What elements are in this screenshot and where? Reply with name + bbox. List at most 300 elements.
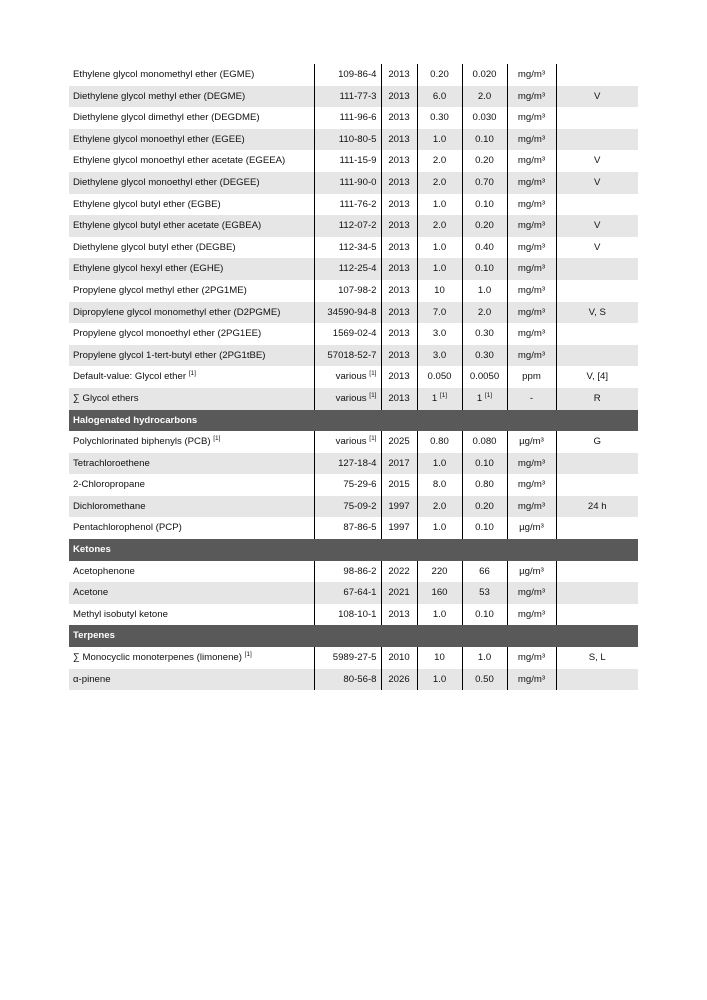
guide-value-ii-cell bbox=[417, 302, 462, 324]
substance-name-cell-text: Propylene glycol methyl ether (2PG1ME) bbox=[73, 284, 247, 296]
guide-value-ii-cell-text: 6.0 bbox=[432, 90, 447, 102]
remarks-cell bbox=[556, 86, 638, 108]
guide-value-i-cell bbox=[462, 86, 507, 108]
guide-value-i-cell bbox=[462, 172, 507, 194]
cas-number-cell bbox=[314, 366, 381, 388]
cas-number-cell bbox=[314, 258, 381, 280]
guide-value-i-cell-text: 0.30 bbox=[475, 328, 494, 340]
unit-cell bbox=[507, 172, 556, 194]
year-cell-text: 2013 bbox=[388, 392, 410, 404]
guide-value-ii-cell bbox=[417, 582, 462, 604]
unit-cell bbox=[507, 345, 556, 367]
section-header-cell bbox=[507, 625, 556, 647]
unit-cell bbox=[507, 215, 556, 237]
footnote-ref: [1] bbox=[369, 435, 377, 443]
year-cell-text: 1997 bbox=[388, 500, 410, 512]
year-cell-text: 2013 bbox=[388, 608, 410, 620]
unit-cell-text: mg/m³ bbox=[517, 263, 546, 275]
cas-number-cell bbox=[314, 150, 381, 172]
guide-value-ii-cell-text: 8.0 bbox=[432, 479, 447, 491]
guide-value-i-cell bbox=[462, 64, 507, 86]
year-cell bbox=[381, 302, 417, 324]
table-row bbox=[69, 237, 638, 259]
guide-value-ii-cell bbox=[417, 474, 462, 496]
guide-value-i-cell-text: 0.20 bbox=[475, 155, 494, 167]
substance-name-cell-text: ∑ Monocyclic monoterpenes (limonene) bbox=[73, 652, 242, 664]
table-row bbox=[69, 129, 638, 151]
guide-value-i-cell-text: 0.40 bbox=[475, 241, 494, 253]
section-header-row bbox=[69, 410, 638, 432]
unit-cell-text: - bbox=[529, 392, 534, 404]
guide-value-ii-cell-text: 0.30 bbox=[430, 112, 449, 124]
year-cell bbox=[381, 323, 417, 345]
year-cell bbox=[381, 150, 417, 172]
year-cell bbox=[381, 172, 417, 194]
substance-name-cell bbox=[69, 496, 314, 518]
section-header-cell bbox=[417, 625, 462, 647]
year-cell bbox=[381, 453, 417, 475]
guide-value-ii-cell bbox=[417, 258, 462, 280]
year-cell bbox=[381, 129, 417, 151]
unit-cell bbox=[507, 237, 556, 259]
remarks-cell-text: V bbox=[594, 220, 601, 232]
substance-name-cell-text: Ethylene glycol monoethyl ether acetate (EGEEA) bbox=[73, 155, 286, 167]
remarks-cell bbox=[556, 345, 638, 367]
footnote-ref: [1] bbox=[188, 370, 196, 378]
section-title-text: Ketones bbox=[73, 544, 111, 556]
year-cell bbox=[381, 582, 417, 604]
substance-name-cell-text: Dipropylene glycol monomethyl ether (D2PGME) bbox=[73, 306, 281, 318]
unit-cell bbox=[507, 194, 556, 216]
year-cell-text: 1997 bbox=[388, 522, 410, 534]
substance-name-cell bbox=[69, 345, 314, 367]
remarks-cell bbox=[556, 669, 638, 691]
year-cell-text: 2013 bbox=[388, 176, 410, 188]
remarks-cell bbox=[556, 280, 638, 302]
section-header-cell bbox=[381, 539, 417, 561]
year-cell bbox=[381, 64, 417, 86]
section-header-cell bbox=[314, 539, 381, 561]
unit-cell-text: mg/m³ bbox=[517, 198, 546, 210]
guide-value-i-cell-text: 1.0 bbox=[477, 652, 492, 664]
table-row bbox=[69, 431, 638, 453]
substance-name-cell bbox=[69, 561, 314, 583]
guide-value-i-cell bbox=[462, 431, 507, 453]
guide-value-ii-cell-text: 160 bbox=[431, 587, 448, 599]
substance-name-cell bbox=[69, 604, 314, 626]
unit-cell-text: mg/m³ bbox=[517, 176, 546, 188]
substance-name-cell bbox=[69, 302, 314, 324]
year-cell bbox=[381, 431, 417, 453]
guideline-values-table bbox=[69, 64, 638, 690]
guide-value-ii-cell-text: 1 bbox=[431, 392, 438, 404]
substance-name-cell-text: Acetone bbox=[73, 587, 109, 599]
unit-cell-text: mg/m³ bbox=[517, 457, 546, 469]
guide-value-ii-cell-text: 2.0 bbox=[432, 176, 447, 188]
table-row bbox=[69, 496, 638, 518]
guide-value-i-cell bbox=[462, 561, 507, 583]
guide-value-ii-cell-text: 1.0 bbox=[432, 133, 447, 145]
year-cell bbox=[381, 496, 417, 518]
year-cell-text: 2013 bbox=[388, 155, 410, 167]
section-header-cell bbox=[556, 539, 638, 561]
remarks-cell-text: R bbox=[593, 392, 601, 404]
year-cell bbox=[381, 388, 417, 410]
guide-value-i-cell bbox=[462, 345, 507, 367]
guide-value-i-cell-text: 0.30 bbox=[475, 349, 494, 361]
guide-value-ii-cell bbox=[417, 323, 462, 345]
cas-number-cell bbox=[314, 431, 381, 453]
guideline-values-table-page bbox=[69, 64, 638, 690]
substance-name-cell-text: Propylene glycol monoethyl ether (2PG1EE) bbox=[73, 328, 262, 340]
unit-cell-text: mg/m³ bbox=[517, 90, 546, 102]
substance-name-cell bbox=[69, 258, 314, 280]
table-row bbox=[69, 258, 638, 280]
guide-value-i-cell bbox=[462, 129, 507, 151]
unit-cell bbox=[507, 453, 556, 475]
guide-value-ii-cell bbox=[417, 431, 462, 453]
unit-cell-text: mg/m³ bbox=[517, 133, 546, 145]
cas-number-cell bbox=[314, 496, 381, 518]
table-row bbox=[69, 647, 638, 669]
substance-name-cell-text: Ethylene glycol butyl ether acetate (EGBEA) bbox=[73, 220, 262, 232]
cas-number-cell-text: 109-86-4 bbox=[338, 69, 377, 80]
cas-number-cell-text: 110-80-5 bbox=[338, 133, 377, 145]
unit-cell-text: mg/m³ bbox=[517, 587, 546, 599]
guide-value-i-cell-text: 0.80 bbox=[475, 479, 494, 491]
year-cell bbox=[381, 474, 417, 496]
guide-value-ii-cell-text: 1.0 bbox=[432, 198, 447, 210]
substance-name-cell bbox=[69, 474, 314, 496]
remarks-cell-text: V, [4] bbox=[586, 371, 608, 383]
year-cell bbox=[381, 604, 417, 626]
cas-number-cell bbox=[314, 582, 381, 604]
cas-number-cell-text: 112-34-5 bbox=[338, 241, 377, 253]
unit-cell bbox=[507, 431, 556, 453]
substance-name-cell bbox=[69, 86, 314, 108]
cas-number-cell-text: 57018-52-7 bbox=[327, 349, 377, 361]
substance-name-cell bbox=[69, 107, 314, 129]
section-header-cell bbox=[417, 410, 462, 432]
guide-value-ii-cell-text: 1.0 bbox=[432, 241, 447, 253]
substance-name-cell-text: Default-value: Glycol ether bbox=[73, 371, 187, 383]
substance-name-cell bbox=[69, 172, 314, 194]
section-header-cell bbox=[507, 539, 556, 561]
guide-value-i-cell-text: 0.50 bbox=[475, 673, 494, 685]
section-header-cell bbox=[462, 410, 507, 432]
guide-value-i-cell bbox=[462, 323, 507, 345]
remarks-cell bbox=[556, 107, 638, 129]
unit-cell-text: µg/m³ bbox=[519, 522, 544, 534]
year-cell-text: 2013 bbox=[388, 328, 410, 340]
guide-value-ii-cell bbox=[417, 366, 462, 388]
substance-name-cell bbox=[69, 129, 314, 151]
remarks-cell bbox=[556, 237, 638, 259]
cas-number-cell-text: 98-86-2 bbox=[343, 565, 377, 577]
remarks-cell bbox=[556, 388, 638, 410]
guide-value-ii-cell bbox=[417, 669, 462, 691]
guide-value-i-cell-text: 0.70 bbox=[475, 176, 494, 188]
unit-cell-text: ppm bbox=[522, 371, 541, 383]
remarks-cell bbox=[556, 474, 638, 496]
cas-number-cell bbox=[314, 345, 381, 367]
guide-value-i-cell bbox=[462, 582, 507, 604]
cas-number-cell bbox=[314, 517, 381, 539]
unit-cell bbox=[507, 604, 556, 626]
year-cell-text: 2013 bbox=[388, 133, 410, 145]
guide-value-ii-cell bbox=[417, 280, 462, 302]
guide-value-i-cell-text: 66 bbox=[479, 565, 490, 577]
year-cell-text: 2015 bbox=[388, 479, 410, 491]
table-row bbox=[69, 474, 638, 496]
table-row bbox=[69, 150, 638, 172]
unit-cell-text: mg/m³ bbox=[517, 500, 546, 512]
guide-value-i-cell-text: 1.0 bbox=[477, 284, 492, 296]
table-row bbox=[69, 582, 638, 604]
section-header-cell bbox=[462, 539, 507, 561]
unit-cell bbox=[507, 150, 556, 172]
section-header-cell bbox=[381, 410, 417, 432]
section-header-cell bbox=[556, 625, 638, 647]
substance-name-cell-text: Diethylene glycol butyl ether (DEGBE) bbox=[73, 241, 236, 253]
guide-value-ii-cell-text: 7.0 bbox=[432, 306, 447, 318]
substance-name-cell-text: Pentachlorophenol (PCP) bbox=[73, 522, 182, 534]
table-row bbox=[69, 453, 638, 475]
cas-number-cell-text: 87-86-5 bbox=[343, 522, 377, 534]
cas-number-cell bbox=[314, 172, 381, 194]
guide-value-ii-cell bbox=[417, 388, 462, 410]
unit-cell-text: mg/m³ bbox=[517, 241, 546, 253]
unit-cell-text: µg/m³ bbox=[519, 565, 544, 577]
cas-number-cell bbox=[314, 129, 381, 151]
year-cell bbox=[381, 561, 417, 583]
cas-number-cell bbox=[314, 323, 381, 345]
guide-value-i-cell-text: 0.10 bbox=[475, 263, 494, 275]
year-cell-text: 2010 bbox=[388, 652, 410, 664]
year-cell-text: 2013 bbox=[388, 198, 410, 210]
guide-value-i-cell bbox=[462, 150, 507, 172]
section-title-text: Halogenated hydrocarbons bbox=[73, 414, 198, 426]
section-title-text: Terpenes bbox=[73, 630, 115, 642]
table-row bbox=[69, 388, 638, 410]
guide-value-ii-cell-text: 2.0 bbox=[432, 220, 447, 232]
guide-value-i-cell bbox=[462, 496, 507, 518]
guide-value-ii-cell-text: 0.80 bbox=[430, 436, 449, 448]
guide-value-ii-cell bbox=[417, 496, 462, 518]
guide-value-i-cell-text: 0.20 bbox=[475, 500, 494, 512]
unit-cell bbox=[507, 669, 556, 691]
guide-value-ii-cell-text: 2.0 bbox=[432, 155, 447, 167]
substance-name-cell-text: Propylene glycol 1-tert-butyl ether (2PG1tBE) bbox=[73, 349, 266, 361]
cas-number-cell bbox=[314, 604, 381, 626]
cas-number-cell bbox=[314, 561, 381, 583]
guide-value-ii-cell bbox=[417, 517, 462, 539]
remarks-cell bbox=[556, 561, 638, 583]
remarks-cell-text: S, L bbox=[588, 652, 606, 664]
remarks-cell bbox=[556, 129, 638, 151]
footnote-ref: [1] bbox=[369, 391, 377, 399]
unit-cell bbox=[507, 561, 556, 583]
section-header-cell bbox=[462, 625, 507, 647]
table-row bbox=[69, 517, 638, 539]
cas-number-cell-text: various bbox=[335, 436, 367, 448]
guide-value-i-cell bbox=[462, 669, 507, 691]
guide-value-ii-cell bbox=[417, 561, 462, 583]
substance-name-cell-text: Ethylene glycol butyl ether (EGBE) bbox=[73, 198, 221, 210]
substance-name-cell-text: Ethylene glycol hexyl ether (EGHE) bbox=[73, 263, 224, 275]
footnote-ref: [1] bbox=[369, 370, 377, 378]
unit-cell bbox=[507, 474, 556, 496]
year-cell bbox=[381, 280, 417, 302]
remarks-cell bbox=[556, 647, 638, 669]
unit-cell-text: mg/m³ bbox=[517, 349, 546, 361]
cas-number-cell-text: 80-56-8 bbox=[343, 673, 377, 685]
guide-value-ii-cell-text: 1.0 bbox=[432, 457, 447, 469]
year-cell-text: 2013 bbox=[388, 90, 410, 102]
substance-name-cell-text: Acetophenone bbox=[73, 565, 135, 577]
section-title bbox=[69, 410, 314, 432]
remarks-cell bbox=[556, 194, 638, 216]
unit-cell bbox=[507, 258, 556, 280]
cas-number-cell-text: 75-29-6 bbox=[343, 479, 377, 491]
guide-value-ii-cell-text: 1.0 bbox=[432, 608, 447, 620]
unit-cell bbox=[507, 64, 556, 86]
remarks-cell-text: V, S bbox=[588, 306, 606, 318]
remarks-cell bbox=[556, 64, 638, 86]
substance-name-cell bbox=[69, 323, 314, 345]
table-row bbox=[69, 302, 638, 324]
cas-number-cell bbox=[314, 107, 381, 129]
unit-cell bbox=[507, 107, 556, 129]
cas-number-cell-text: 111-76-2 bbox=[339, 198, 377, 210]
guide-value-ii-cell bbox=[417, 64, 462, 86]
table-row bbox=[69, 280, 638, 302]
cas-number-cell bbox=[314, 669, 381, 691]
substance-name-cell-text: Dichloromethane bbox=[73, 500, 146, 512]
cas-number-cell-text: 67-64-1 bbox=[343, 587, 377, 599]
cas-number-cell-text: 111-15-9 bbox=[339, 155, 377, 167]
cas-number-cell-text: 127-18-4 bbox=[338, 457, 377, 469]
section-header-cell bbox=[556, 410, 638, 432]
remarks-cell bbox=[556, 172, 638, 194]
table-row bbox=[69, 366, 638, 388]
cas-number-cell bbox=[314, 647, 381, 669]
unit-cell-text: mg/m³ bbox=[517, 652, 546, 664]
substance-name-cell bbox=[69, 194, 314, 216]
guide-value-ii-cell bbox=[417, 215, 462, 237]
guide-value-i-cell-text: 0.10 bbox=[475, 457, 494, 469]
year-cell bbox=[381, 215, 417, 237]
guide-value-i-cell bbox=[462, 517, 507, 539]
guide-value-i-cell-text: 0.10 bbox=[475, 608, 494, 620]
cas-number-cell bbox=[314, 215, 381, 237]
guide-value-ii-cell bbox=[417, 194, 462, 216]
substance-name-cell-text: Polychlorinated biphenyls (PCB) bbox=[73, 436, 211, 448]
remarks-cell bbox=[556, 517, 638, 539]
guide-value-ii-cell-text: 3.0 bbox=[432, 349, 447, 361]
guide-value-ii-cell-text: 0.20 bbox=[430, 69, 449, 80]
cas-number-cell-text: 34590-94-8 bbox=[327, 306, 377, 318]
section-header-cell bbox=[314, 625, 381, 647]
year-cell-text: 2013 bbox=[388, 220, 410, 232]
unit-cell bbox=[507, 302, 556, 324]
remarks-cell-text: V bbox=[594, 90, 601, 102]
cas-number-cell-text: 107-98-2 bbox=[338, 284, 377, 296]
cas-number-cell-text: various bbox=[335, 392, 367, 404]
year-cell bbox=[381, 86, 417, 108]
substance-name-cell-text: Diethylene glycol dimethyl ether (DEGDME) bbox=[73, 112, 260, 124]
unit-cell bbox=[507, 647, 556, 669]
guide-value-i-cell bbox=[462, 453, 507, 475]
guide-value-i-cell bbox=[462, 107, 507, 129]
unit-cell bbox=[507, 582, 556, 604]
guide-value-i-cell bbox=[462, 302, 507, 324]
table-row bbox=[69, 64, 638, 86]
cas-number-cell-text: 111-96-6 bbox=[339, 112, 377, 124]
section-header-cell bbox=[507, 410, 556, 432]
guide-value-i-cell bbox=[462, 474, 507, 496]
guide-value-i-cell bbox=[462, 280, 507, 302]
cas-number-cell bbox=[314, 453, 381, 475]
table-row bbox=[69, 107, 638, 129]
year-cell-text: 2013 bbox=[388, 284, 410, 296]
cas-number-cell bbox=[314, 237, 381, 259]
guide-value-ii-cell-text: 1.0 bbox=[432, 522, 447, 534]
remarks-cell bbox=[556, 366, 638, 388]
unit-cell-text: mg/m³ bbox=[517, 479, 546, 491]
cas-number-cell-text: 112-07-2 bbox=[338, 220, 377, 232]
footnote-ref: [1] bbox=[213, 435, 221, 443]
unit-cell bbox=[507, 86, 556, 108]
year-cell bbox=[381, 107, 417, 129]
unit-cell bbox=[507, 280, 556, 302]
guide-value-ii-cell bbox=[417, 453, 462, 475]
guide-value-ii-cell-text: 2.0 bbox=[432, 500, 447, 512]
cas-number-cell-text: 108-10-1 bbox=[338, 608, 377, 620]
substance-name-cell-text: Ethylene glycol monoethyl ether (EGEE) bbox=[73, 133, 245, 145]
year-cell-text: 2013 bbox=[388, 241, 410, 253]
table-row bbox=[69, 215, 638, 237]
year-cell-text: 2013 bbox=[388, 349, 410, 361]
guide-value-ii-cell-text: 1.0 bbox=[432, 263, 447, 275]
year-cell-text: 2013 bbox=[388, 263, 410, 275]
year-cell bbox=[381, 517, 417, 539]
cas-number-cell-text: 112-25-4 bbox=[338, 263, 377, 275]
table-row bbox=[69, 345, 638, 367]
guide-value-i-cell bbox=[462, 388, 507, 410]
unit-cell-text: mg/m³ bbox=[517, 306, 546, 318]
table-row bbox=[69, 194, 638, 216]
cas-number-cell-text: 111-90-0 bbox=[339, 176, 377, 188]
cas-number-cell bbox=[314, 474, 381, 496]
section-header-row bbox=[69, 539, 638, 561]
year-cell bbox=[381, 647, 417, 669]
unit-cell-text: mg/m³ bbox=[517, 69, 546, 80]
guide-value-ii-cell-text: 10 bbox=[434, 652, 445, 664]
table-row bbox=[69, 669, 638, 691]
remarks-cell bbox=[556, 215, 638, 237]
substance-name-cell bbox=[69, 517, 314, 539]
year-cell-text: 2017 bbox=[388, 457, 410, 469]
guide-value-i-cell-text: 0.0050 bbox=[469, 371, 500, 383]
section-header-cell bbox=[417, 539, 462, 561]
section-header-row bbox=[69, 625, 638, 647]
section-header-cell bbox=[381, 625, 417, 647]
remarks-cell bbox=[556, 431, 638, 453]
guide-value-i-cell-text: 0.10 bbox=[475, 522, 494, 534]
remarks-cell bbox=[556, 604, 638, 626]
substance-name-cell-text: Diethylene glycol monoethyl ether (DEGEE) bbox=[73, 176, 260, 188]
